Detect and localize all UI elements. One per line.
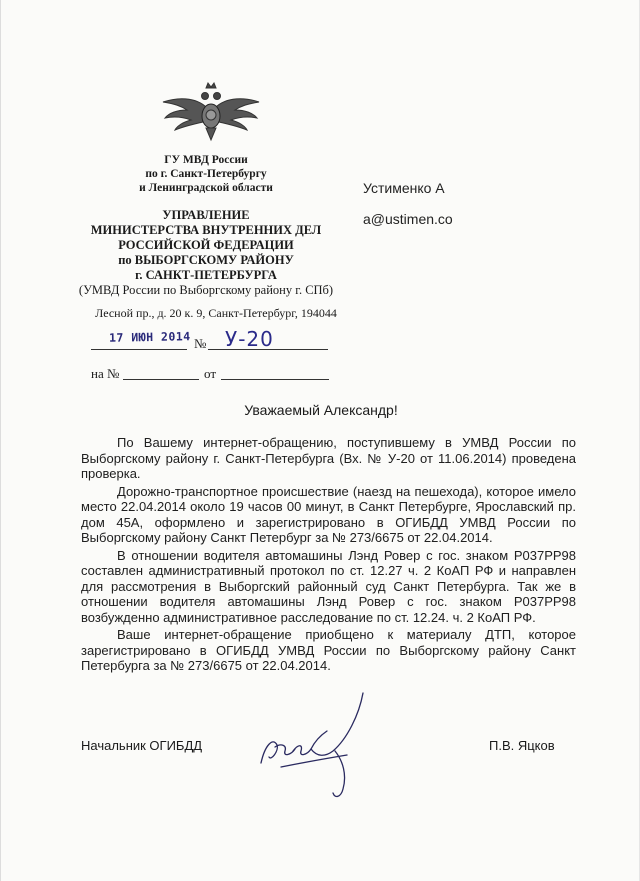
recipient-name: Устименко А — [363, 180, 445, 196]
body-paragraph: В отношении водителя автомашины Лэнд Ровер с гос. знаком Р037РР98 составлен административный протокол по ст. 12.27 ч. 2 КоАП РФ и направлен для рассмотрения в Выборгский районный суд Санкт Петербурга. Так же в отношении водителя автомашины Лэнд Ровер с гос. знаком Р037РР98 возбужденно административное расследование по ст. 12.24. ч. 2 КоАП РФ. — [81, 547, 576, 625]
body-paragraph: По Вашему интернет-обращению, поступившему в УМВД России по Выборгскому району г. Санкт-Петербурга (Вх. № У-20 от 11.06.2014) проведена проверка. — [81, 435, 576, 481]
department-header — [61, 208, 351, 283]
department-short-name: (УМВД России по Выборгскому району г. СПб) — [78, 283, 334, 297]
body-paragraph: Ваше интернет-обращение приобщено к материалу ДТП, которое зарегистрировано в ОГИБДД УМВД России по Выборгскому району Санкт Петербурга за № 273/6675 от 22.04.2014. — [81, 627, 576, 673]
org-line: по г. Санкт-Петербургу — [145, 168, 267, 180]
ref-number-underline — [208, 349, 328, 350]
dept-line: МИНИСТЕРСТВА ВНУТРЕННИХ ДЕЛ — [90, 223, 322, 237]
date-underline — [91, 349, 187, 350]
handwritten-signature — [251, 685, 391, 805]
letter-body — [81, 435, 576, 676]
date-stamp: 17 ИЮН 2014 — [108, 329, 191, 345]
dept-line: г. САНКТ-ПЕТЕРБУРГА — [135, 268, 277, 282]
eagle-emblem-icon — [161, 80, 261, 142]
greeting: Уважаемый Александр! — [244, 402, 398, 418]
body-paragraph: Дорожно-транспортное происшествие (наезд на пешехода), которое имело место 22.04.2014 около 19 часов 00 минут, в Санкт Петербурге, Ярославский пр. дом 45А, оформлено и зарегистрировано в ОГИБДД УМВД России по Выборгскому району Санкт Петербург за № 273/6675 от 22.04.2014. — [81, 483, 576, 545]
recipient-email: a@ustimen.co — [363, 211, 453, 227]
ref-number-sign: № — [194, 336, 207, 351]
dept-line: УПРАВЛЕНИЕ — [162, 208, 250, 222]
reply-from-label: от — [204, 366, 217, 381]
reply-to-label: на № — [91, 366, 120, 381]
reply-to-underline — [123, 379, 199, 380]
org-header — [121, 153, 291, 195]
org-line: и Ленинградской области — [139, 182, 273, 194]
org-line: ГУ МВД России — [164, 154, 248, 166]
reply-from-underline — [221, 379, 329, 380]
signatory-name: П.В. Яцков — [489, 738, 555, 753]
letterhead-address: Лесной пр., д. 20 к. 9, Санкт-Петербург, 194044 — [95, 306, 337, 320]
ref-number-stamp: У-20 — [225, 327, 274, 351]
signatory-position: Начальник ОГИБДД — [81, 738, 203, 753]
dept-line: РОССИЙСКОЙ ФЕДЕРАЦИИ — [118, 238, 294, 252]
dept-line: по ВЫБОРГСКОМУ РАЙОНУ — [118, 253, 294, 267]
